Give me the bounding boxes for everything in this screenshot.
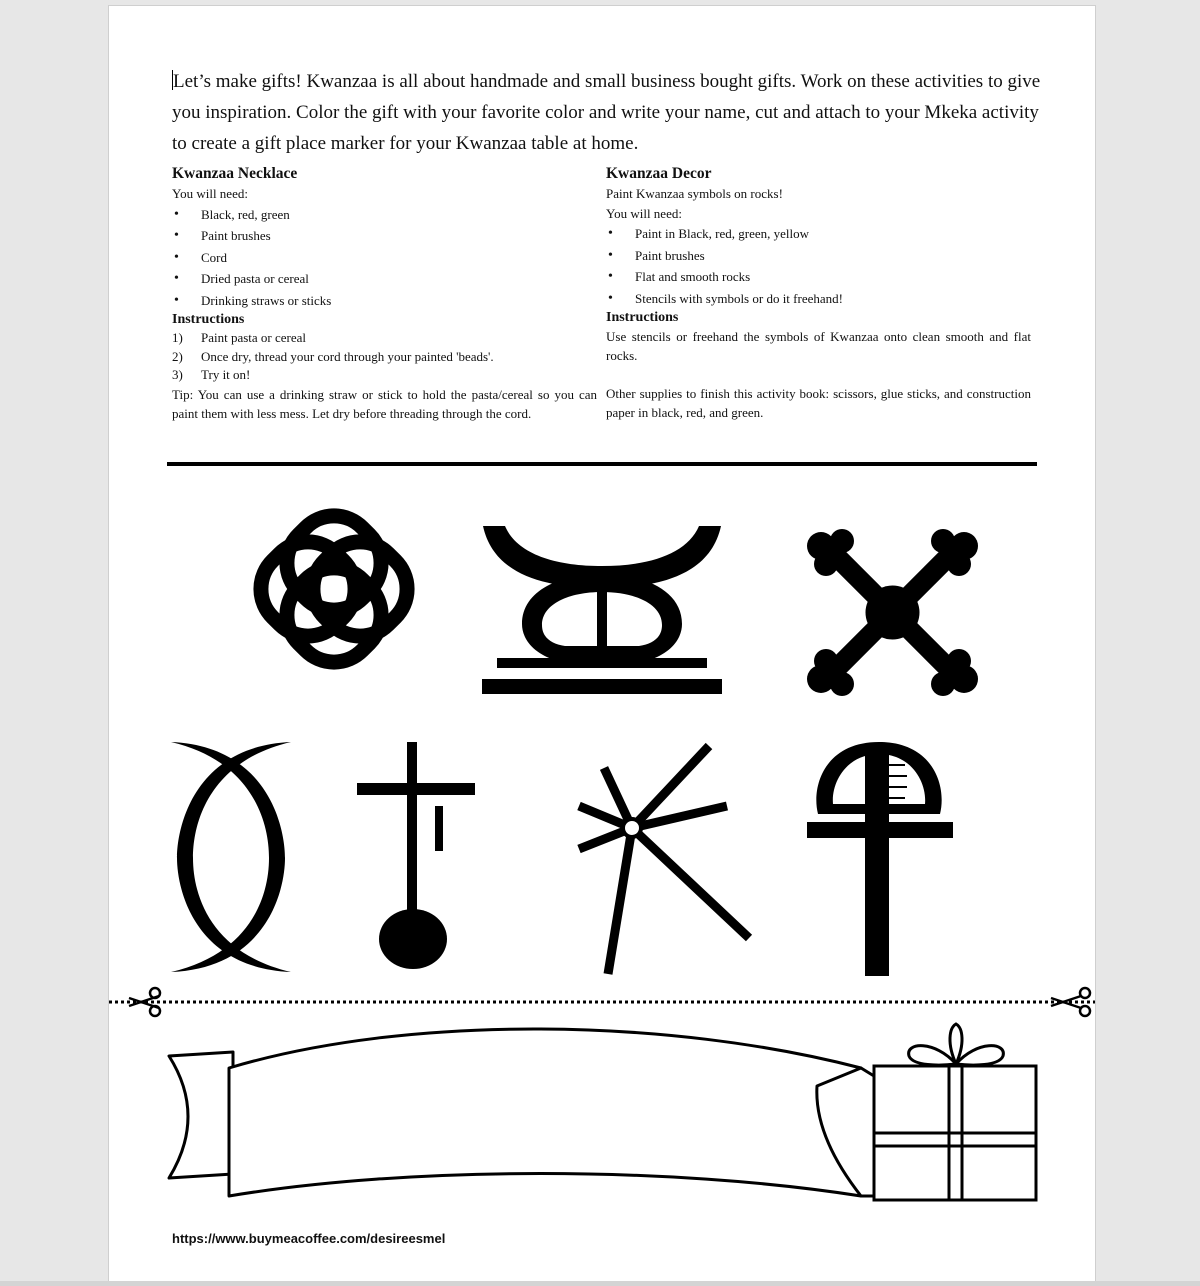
step-text: Try it on!: [201, 367, 251, 382]
step-number: 3): [172, 367, 183, 382]
crossed-bones-icon: [807, 529, 978, 696]
decor-subtitle: Paint Kwanzaa symbols on rocks!: [606, 186, 783, 201]
list-item: • Stencils with symbols or do it freehand!: [606, 288, 1031, 310]
step-text: Once dry, thread your cord through your painted 'beads'.: [201, 348, 494, 364]
list-item: • Paint in Black, red, green, yellow: [606, 223, 1031, 245]
list-item: • Flat and smooth rocks: [606, 266, 1031, 288]
ankh-icon: [807, 742, 953, 976]
intro-text: Let’s make gifts! Kwanzaa is all about handmade and small business bought gifts. Work on these activities to give you inspiration. Color the gift with your favorite color and write your name, cut and attach to your Mkeka activity to create a gift place marker for your Kwanzaa table at home.: [172, 71, 1041, 154]
list-item: • Drinking straws or sticks: [172, 290, 597, 312]
necklace-tip: Tip: You can use a drinking straw or stick to hold the pasta/cereal so you can paint them with less mess. Let dry before threading through the cord.: [172, 386, 597, 421]
step-number: 1): [172, 330, 183, 345]
status-bar: [0, 1281, 1200, 1286]
list-item: • Paint brushes: [172, 225, 597, 247]
step-text: Paint pasta or cereal: [201, 330, 307, 345]
staff-cross-icon: [357, 742, 475, 969]
list-item: • Black, red, green: [172, 204, 597, 226]
star-rays-icon: [579, 746, 749, 974]
necklace-title: Kwanzaa Necklace: [172, 165, 298, 182]
step-number: 2): [172, 348, 183, 364]
crescent-arcs-icon: [171, 742, 291, 972]
decor-title: Kwanzaa Decor: [606, 165, 712, 182]
cut-line: [109, 988, 1095, 1016]
necklace-instructions-label: Instructions: [172, 312, 245, 327]
symbols-canvas: [109, 6, 1095, 1282]
other-supplies: Other supplies to finish this activity book: scissors, glue sticks, and construction paper in black, red, and green.: [606, 386, 1031, 420]
list-item: • Dried pasta or cereal: [172, 268, 597, 290]
decor-instructions: Use stencils or freehand the symbols of Kwanzaa onto clean smooth and flat rocks.: [606, 329, 1031, 363]
gift-box-icon: [874, 1024, 1036, 1200]
document-page: [108, 5, 1096, 1283]
decor-need-label: You will need:: [606, 205, 682, 221]
list-item: • Paint brushes: [606, 245, 1031, 267]
necklace-need-label: You will need:: [172, 186, 248, 201]
decor-instructions-label: Instructions: [606, 310, 679, 325]
list-item: • Cord: [172, 247, 597, 269]
interlocking-loops-icon: [244, 499, 423, 678]
ribbon-banner-icon: [169, 1029, 874, 1196]
footer-link[interactable]: https://www.buymeacoffee.com/desireesmel: [172, 1231, 446, 1246]
stool-icon: [482, 526, 722, 694]
